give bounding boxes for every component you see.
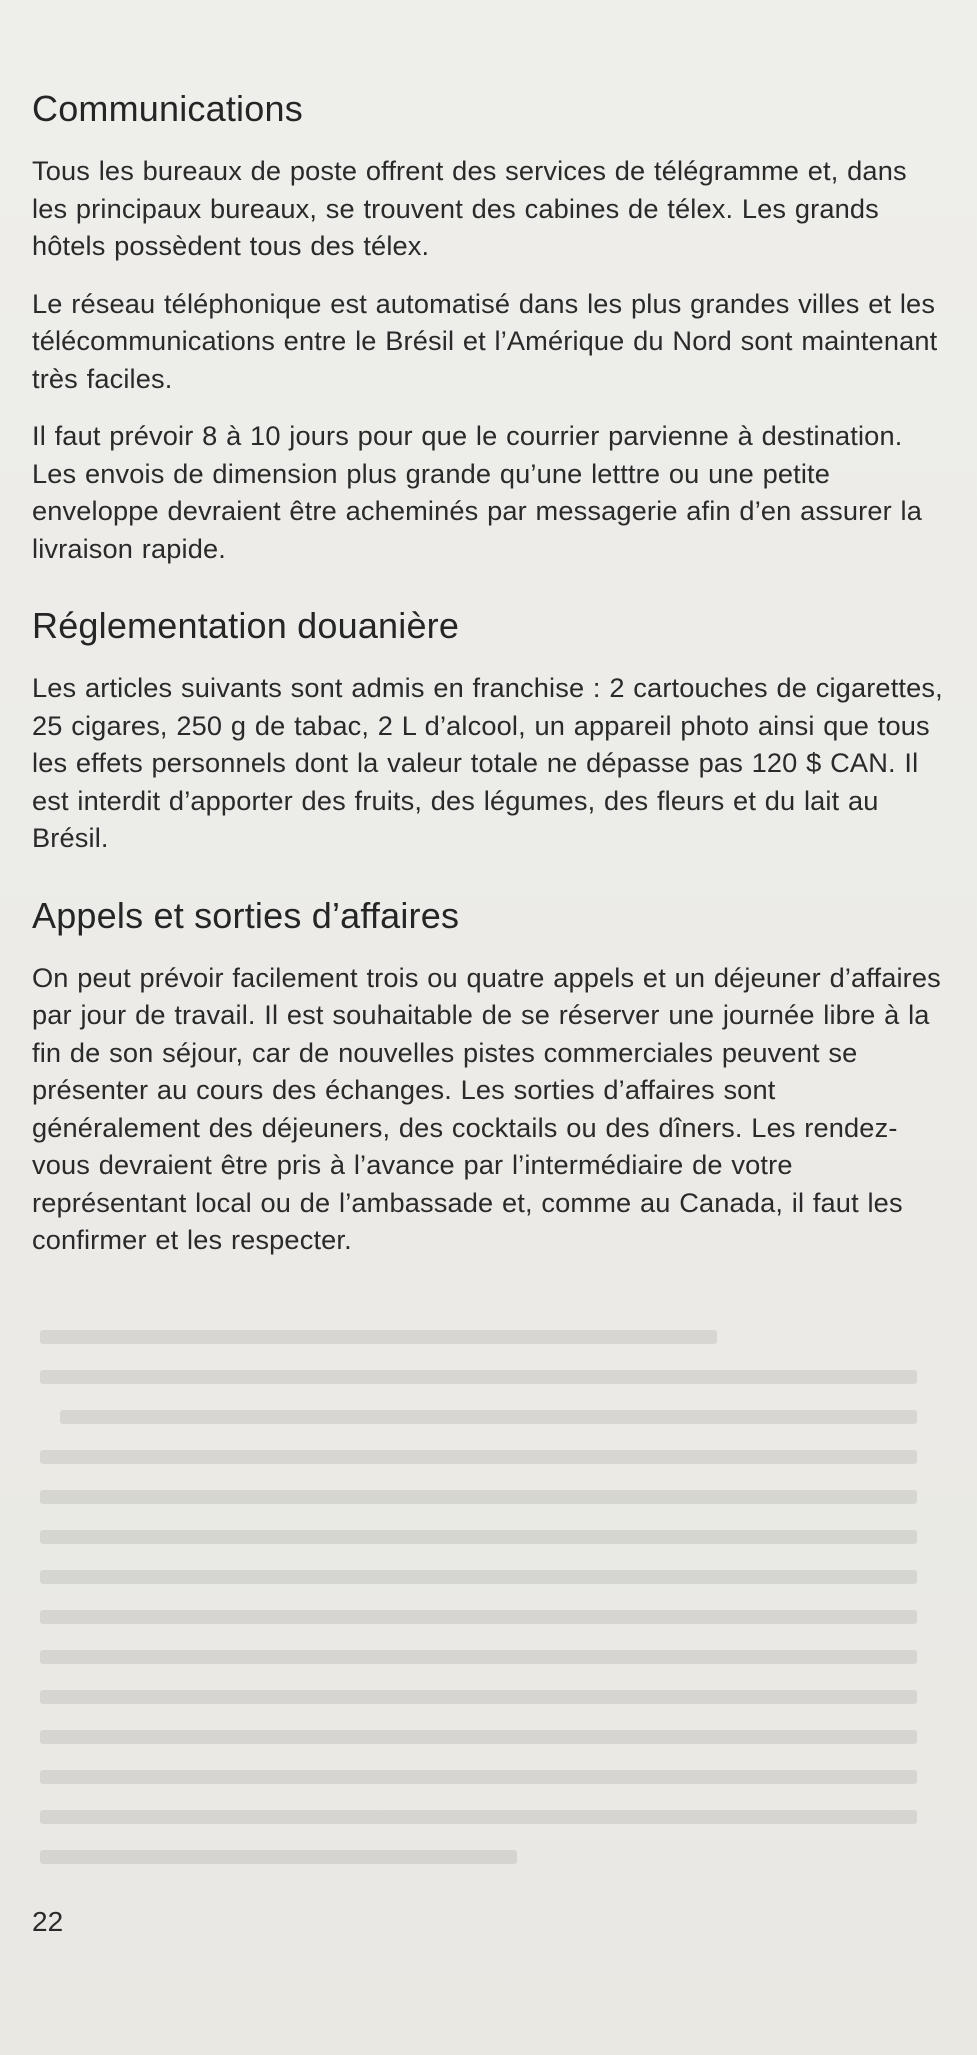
section-heading: Communications xyxy=(32,88,303,129)
paragraph: Il faut prévoir 8 à 10 jours pour que le courrier parvienne à destination. Les envois de dimension plus grande qu’une letttre ou une petite enveloppe devraient être acheminés par messagerie afin d’en assurer la livraison rapide. xyxy=(32,420,923,564)
section-heading: Réglementation douanière xyxy=(32,605,460,646)
section-business-calls xyxy=(32,895,947,1259)
page-content xyxy=(32,88,947,1279)
section-customs xyxy=(32,605,947,857)
section-communications xyxy=(32,88,947,567)
paragraph: Le réseau téléphonique est automatisé dans les plus grandes villes et les télécommunications entre le Brésil et l’Amérique du Nord sont maintenant très faciles. xyxy=(32,287,938,394)
section-heading: Appels et sorties d’affaires xyxy=(32,894,460,936)
paragraph: Tous les bureaux de poste offrent des services de télégramme et, dans les principaux bureaux, se trouvent des cabines de télex. Les grands hôtels possèdent tous des télex. xyxy=(32,155,907,261)
paragraph: Les articles suivants sont admis en franchise : 2 cartouches de cigarettes, 25 cigares, 250 g de tabac, 2 L d’alcool, un appareil photo ainsi que tous les effets personnels dont la valeur totale ne dépasse pas 120 $ CAN. Il est interdit d’apporter des fruits, des légumes, des fleurs et du lait au Brésil. xyxy=(32,672,943,853)
page-number: 22 xyxy=(32,1906,64,1937)
paragraph: On peut prévoir facilement trois ou quatre appels et un déjeuner d’affaires par jour de travail. Il est souhaitable de se réserver une journée libre à la fin de son séjour, car de nouvelles pistes commerciales peuvent se présenter au cours des échanges. Les sorties d’affaires sont généralement des déjeuners, des cocktails ou des dîners. Les rendez-vous devraient être pris à l’avance par l’intermédiaire de votre représentant local ou de l’ambassade et, comme au Canada, il faut les confirmer et les respecter. xyxy=(32,961,941,1255)
